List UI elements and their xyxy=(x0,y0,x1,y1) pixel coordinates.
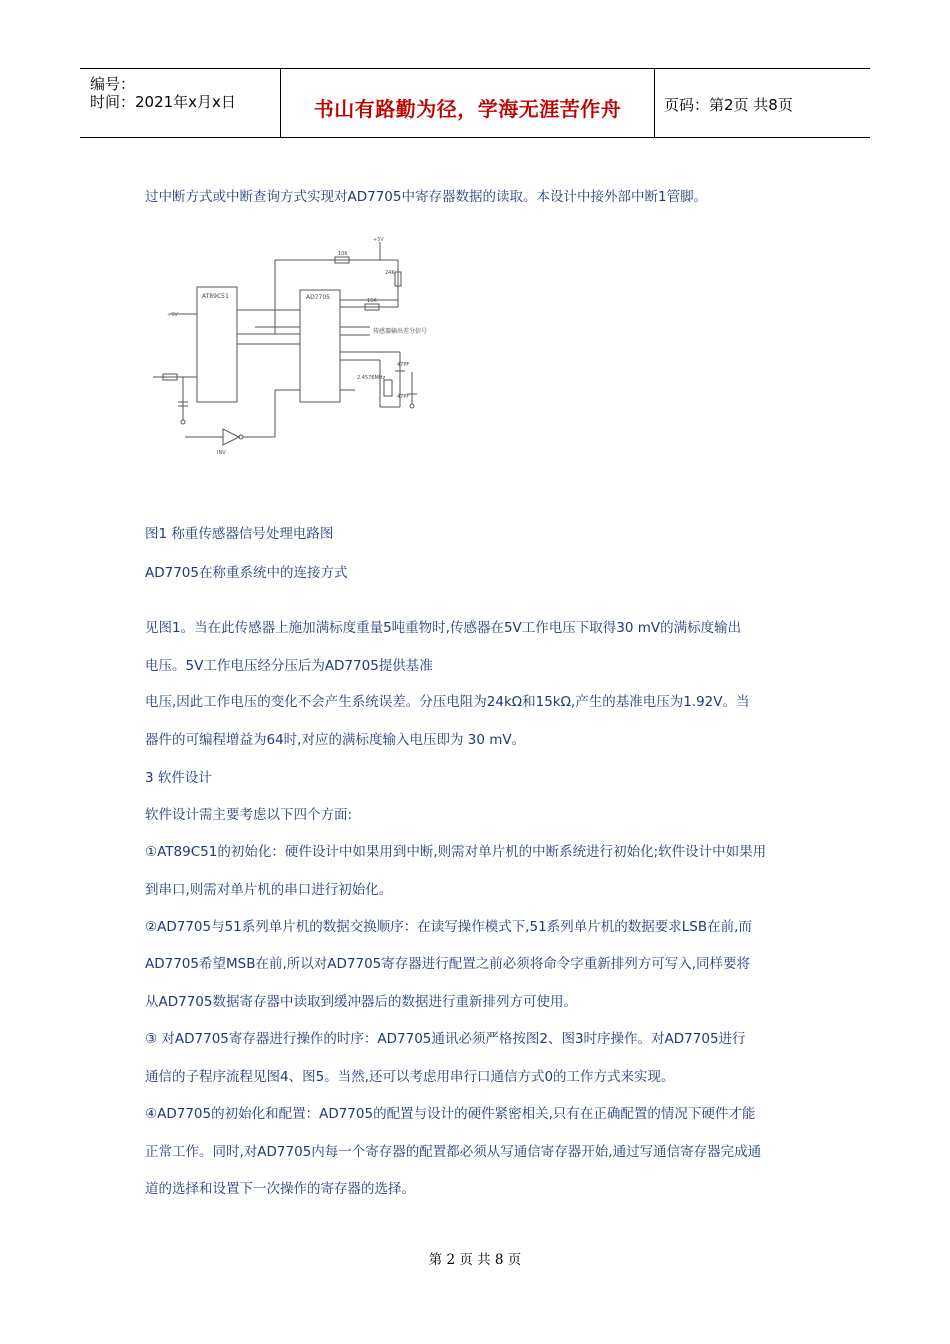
paragraph-2-line-2: 电压。5V工作电压经分压后为AD7705提供基准 xyxy=(145,658,433,674)
item-2-line-3: 从AD7705数据寄存器中读取到缓冲器后的数据进行重新排列方可使用。 xyxy=(145,994,577,1010)
time-label: 时间：2021年x月x日 xyxy=(90,93,236,111)
vcc-label-1: +5V xyxy=(167,312,178,318)
adc-box xyxy=(300,290,340,402)
crystal xyxy=(384,380,392,396)
item-3-line-2: 通信的子程序流程见图4、图5。当然,还可以考虑用串行口通信方式0的工作方式来实现。 xyxy=(145,1069,675,1085)
adc-label: AD7705 xyxy=(306,294,330,301)
figure-caption: 图1 称重传感器信号处理电路图 xyxy=(145,526,334,542)
item-2-line-2: AD7705希望MSB在前,所以对AD7705寄存器进行配置之前必须将命令字重新排列方可写入,同样要将 xyxy=(145,956,751,972)
circuit-diagram xyxy=(145,232,435,462)
subtitle: AD7705在称重系统中的连接方式 xyxy=(145,565,348,581)
intro-text: 软件设计需主要考虑以下四个方面: xyxy=(145,807,353,823)
mcu-label: AT89C51 xyxy=(202,293,229,300)
item-1-line-2: 到串口,则需对单片机的串口进行初始化。 xyxy=(145,882,393,898)
item-4-line-1: ④AD7705的初始化和配置：AD7705的配置与设计的硬件紧密相关,只有在正确配置的情况下硬件才能 xyxy=(145,1106,756,1122)
header-right-cell xyxy=(654,69,870,137)
r1-label: 10K xyxy=(338,251,348,257)
header-left-cell xyxy=(80,69,280,137)
item-4-line-2: 正常工作。同时,对AD7705内每一个寄存器的配置都必须从写通信寄存器开始,通过写通信寄存器完成通 xyxy=(145,1144,762,1160)
paragraph-1: 过中断方式或中断查询方式实现对AD7705中寄存器数据的读取。本设计中接外部中断1管脚。 xyxy=(145,189,708,205)
sensor-label: 传感器输出差分信号 xyxy=(373,328,428,335)
vcc-label-2: +5V xyxy=(373,237,384,243)
r3-label: 15K xyxy=(367,298,377,304)
paragraph-2-line-4: 器件的可编程增益为64时,对应的满标度输入电压即为 30 mV。 xyxy=(145,732,526,748)
mcu-box xyxy=(197,287,237,402)
buffer-label: INV xyxy=(217,450,226,456)
paragraph-2-line-3: 电压,因此工作电压的变化不会产生系统误差。分压电阻为24kΩ和15kΩ,产生的基准电压为1.92V。当 xyxy=(145,694,750,710)
page-footer: 第 2 页 共 8 页 xyxy=(428,1252,522,1268)
item-1-line-1: ①AT89C51的初始化：硬件设计中如果用到中断,则需对单片机的中断系统进行初始化;软件设计中如果用 xyxy=(145,844,767,860)
crystal-label: 2.4576MHz xyxy=(357,375,386,381)
gnd-symbol-1 xyxy=(181,420,185,424)
item-2-line-1: ②AD7705与51系列单片机的数据交换顺序：在读写操作模式下,51系列单片机的数据要求LSB在前,而 xyxy=(145,919,752,935)
item-3-line-1: ③ 对AD7705寄存器进行操作的时序：AD7705通讯必须严格按图2、图3时序操作。对AD7705进行 xyxy=(145,1031,746,1047)
section-heading: 3 软件设计 xyxy=(145,770,212,786)
item-4-line-3: 道的选择和设置下一次操作的寄存器的选择。 xyxy=(145,1181,415,1197)
inverter-symbol xyxy=(223,429,239,445)
r2-label: 24K xyxy=(385,270,395,276)
c1-label: 47PF xyxy=(397,362,410,368)
header-page-info: 页码：第2页 共8页 xyxy=(664,96,793,114)
header-center-cell xyxy=(280,69,655,137)
page-header xyxy=(80,68,870,138)
paragraph-2-line-1: 见图1。当在此传感器上施加满标度重量5吨重物时,传感器在5V工作电压下取得30 mV的满标度输出 xyxy=(145,620,742,636)
number-label: 编号： xyxy=(90,75,136,93)
c2-label: 47PF xyxy=(397,394,410,400)
gnd-symbol-2 xyxy=(410,404,414,408)
header-motto: 书山有路勤为径，学海无涯苦作舟 xyxy=(313,97,622,121)
